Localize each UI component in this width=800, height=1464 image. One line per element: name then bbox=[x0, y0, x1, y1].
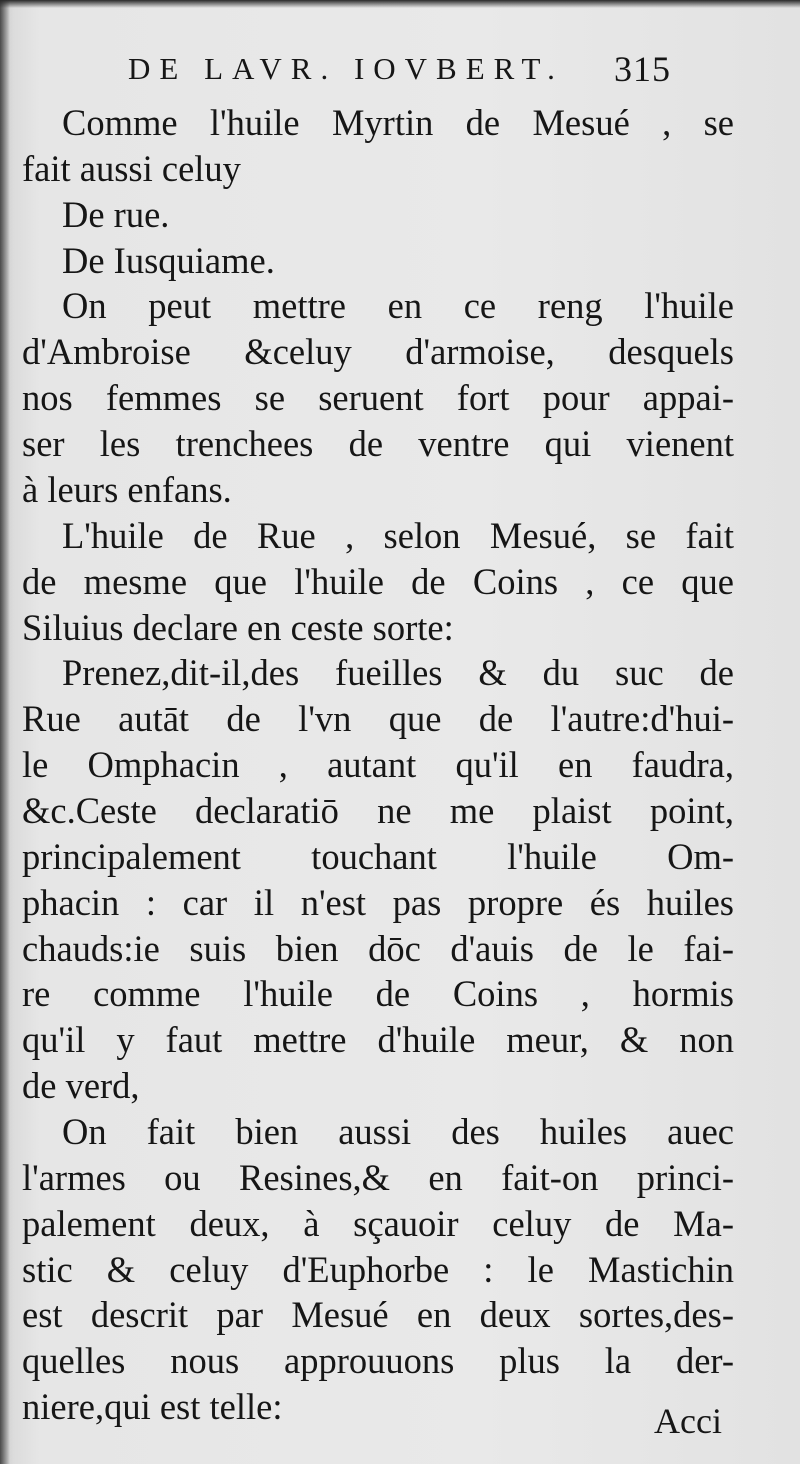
text-line: nos femmes se seruent fort pour appai- bbox=[22, 377, 734, 418]
text-line: Prenez,dit-il,des fueilles & du suc de bbox=[62, 652, 734, 693]
text-line: De rue. bbox=[62, 194, 170, 235]
text-line: L'huile de Rue , selon Mesué, se fait bbox=[62, 515, 734, 556]
text-line: est descrit par Mesué en deux sortes,des- bbox=[22, 1294, 734, 1335]
page-number: 315 bbox=[614, 49, 671, 89]
text-line: ser les trenchees de ventre qui vienent bbox=[22, 423, 734, 464]
running-head-title: DE LAVR. IOVBERT. bbox=[128, 51, 564, 86]
text-line: quelles nous approuuons plus la der- bbox=[22, 1340, 734, 1381]
catchword: Acci bbox=[654, 1401, 722, 1441]
text-line: chauds:ie suis bien dōc d'auis de le fai- bbox=[22, 928, 734, 969]
text-line: Comme l'huile Myrtin de Mesué , se bbox=[62, 102, 734, 143]
text-line: principalement touchant l'huile Om- bbox=[22, 836, 734, 877]
text-line: le Omphacin , autant qu'il en faudra, bbox=[22, 744, 734, 785]
text-line: niere,qui est telle: bbox=[22, 1386, 283, 1427]
text-line: palement deux, à sçauoir celuy de Ma- bbox=[22, 1203, 734, 1244]
text-line: re comme l'huile de Coins , hormis bbox=[22, 973, 734, 1014]
text-line: stic & celuy d'Euphorbe : le Mastichin bbox=[22, 1249, 734, 1290]
text-line: de mesme que l'huile de Coins , ce que bbox=[22, 561, 734, 602]
text-line: de verd, bbox=[22, 1065, 140, 1106]
text-line: d'Ambroise &celuy d'armoise, desquels bbox=[22, 331, 734, 372]
text-line: à leurs enfans. bbox=[22, 469, 232, 510]
text-line: De Iusquiame. bbox=[62, 240, 275, 281]
text-line: l'armes ou Resines,& en fait-on princi- bbox=[22, 1157, 734, 1198]
text-line: qu'il y faut mettre d'huile meur, & non bbox=[22, 1019, 734, 1060]
text-line: fait aussi celuy bbox=[22, 148, 241, 189]
text-line: &c.Ceste declaratiō ne me plaist point, bbox=[22, 790, 734, 831]
text-line: Siluius declare en ceste sorte: bbox=[22, 607, 454, 648]
text-line: On peut mettre en ce reng l'huile bbox=[62, 285, 734, 326]
text-line: Rue autāt de l'vn que de l'autre:d'hui- bbox=[22, 698, 734, 739]
text-line: phacin : car il n'est pas propre és huiles bbox=[22, 882, 734, 923]
text-line: On fait bien aussi des huiles auec bbox=[62, 1111, 734, 1152]
